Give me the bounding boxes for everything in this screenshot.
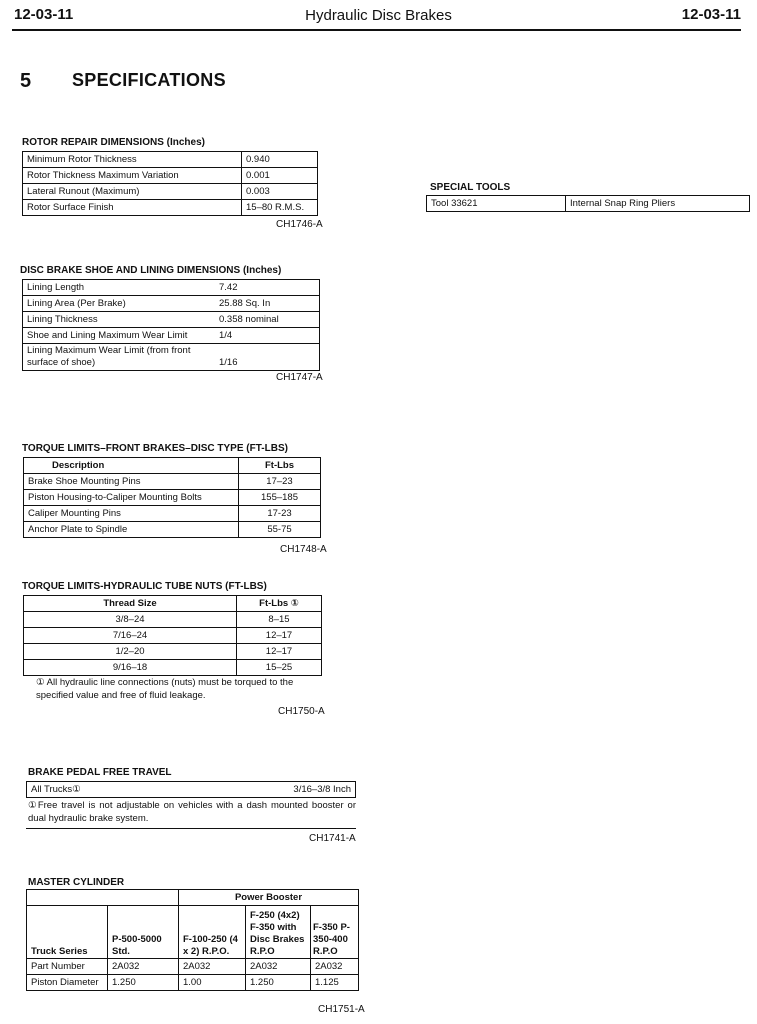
row-label: Piston Diameter <box>27 975 108 991</box>
special-tools-heading: SPECIAL TOOLS <box>430 182 511 193</box>
pedal-code: CH1741-A <box>309 833 356 844</box>
shoe-value: 7.42 <box>215 280 320 296</box>
table-header-row <box>24 596 322 612</box>
torque-tube-heading: TORQUE LIMITS-HYDRAULIC TUBE NUTS (FT-LBS) <box>22 581 267 592</box>
torque-front-table <box>23 457 321 538</box>
page-number-left: 12-03-11 <box>14 6 74 23</box>
shoe-heading: DISC BRAKE SHOE AND LINING DIMENSIONS (Inches) <box>20 265 282 276</box>
col-f-100-250: F-100-250 (4 x 2) R.P.O. <box>179 906 246 959</box>
torque-front-code: CH1748-A <box>280 544 327 555</box>
table-row <box>24 490 321 506</box>
rotor-value: 0.003 <box>242 184 318 200</box>
torque-value: 8–15 <box>237 612 322 628</box>
page-title: Hydraulic Disc Brakes <box>305 7 452 24</box>
table-row <box>23 328 320 344</box>
col-f-350-p-350-400: F-350 P-350-400 R.P.O <box>311 906 359 959</box>
torque-label: Caliper Mounting Pins <box>24 506 239 522</box>
torque-value: 17–23 <box>239 474 321 490</box>
table-row <box>23 344 320 371</box>
torque-label: Anchor Plate to Spindle <box>24 522 239 538</box>
cell-value: 2A032 <box>179 959 246 975</box>
cell-value: 1.250 <box>108 975 179 991</box>
rotor-label: Rotor Surface Finish <box>23 200 242 216</box>
shoe-value: 1/16 <box>215 344 320 371</box>
table-row <box>24 628 322 644</box>
table-row <box>24 644 322 660</box>
thread-size: 7/16–24 <box>24 628 237 644</box>
shoe-code: CH1747-A <box>276 372 323 383</box>
torque-value: 12–17 <box>237 628 322 644</box>
master-code: CH1751-A <box>318 1004 365 1015</box>
torque-value: 17-23 <box>239 506 321 522</box>
table-header-row <box>24 458 321 474</box>
shoe-label: Lining Area (Per Brake) <box>23 296 216 312</box>
col-ft-lbs: Ft-Lbs <box>239 458 321 474</box>
pedal-heading: BRAKE PEDAL FREE TRAVEL <box>28 767 172 778</box>
torque-label: Piston Housing-to-Caliper Mounting Bolts <box>24 490 239 506</box>
cell-value: 2A032 <box>311 959 359 975</box>
torque-tube-table <box>23 595 322 676</box>
table-row <box>24 522 321 538</box>
table-row <box>27 975 359 991</box>
col-description: Description <box>24 458 239 474</box>
table-row <box>24 506 321 522</box>
pedal-label: All Trucks① <box>27 782 181 798</box>
tool-number: Tool 33621 <box>427 196 566 212</box>
section-number: 5 <box>20 70 32 92</box>
col-p-500-5000: P-500-5000 Std. <box>108 906 179 959</box>
master-table <box>26 889 359 991</box>
header-blank <box>27 890 179 906</box>
table-row <box>24 612 322 628</box>
table-header-row <box>27 906 359 959</box>
shoe-label: Lining Length <box>23 280 216 296</box>
pedal-table <box>26 781 356 798</box>
shoe-value: 25.88 Sq. In <box>215 296 320 312</box>
torque-value: 155–185 <box>239 490 321 506</box>
col-ft-lbs: Ft-Lbs ① <box>237 596 322 612</box>
table-row <box>23 200 318 216</box>
table-row <box>23 184 318 200</box>
shoe-value: 0.358 nominal <box>215 312 320 328</box>
col-power-booster: Power Booster <box>179 890 359 906</box>
torque-value: 12–17 <box>237 644 322 660</box>
table-row <box>23 280 320 296</box>
note-rule <box>26 828 356 829</box>
torque-tube-note: ① All hydraulic line connections (nuts) must be torqued to the specified value and free of fluid leakage. <box>36 677 294 701</box>
col-thread-size: Thread Size <box>24 596 237 612</box>
rotor-heading: ROTOR REPAIR DIMENSIONS (Inches) <box>22 137 205 148</box>
table-row <box>23 312 320 328</box>
shoe-label: Lining Thickness <box>23 312 216 328</box>
page-number-right: 12-03-11 <box>681 6 741 23</box>
rotor-label: Rotor Thickness Maximum Variation <box>23 168 242 184</box>
table-row <box>27 782 356 798</box>
shoe-label: Shoe and Lining Maximum Wear Limit <box>23 328 216 344</box>
table-row <box>427 196 750 212</box>
thread-size: 9/16–18 <box>24 660 237 676</box>
torque-value: 15–25 <box>237 660 322 676</box>
rotor-label: Minimum Rotor Thickness <box>23 152 242 168</box>
rotor-table <box>22 151 318 216</box>
thread-size: 3/8–24 <box>24 612 237 628</box>
row-label: Part Number <box>27 959 108 975</box>
shoe-label: Lining Maximum Wear Limit (from front surface of shoe) <box>23 344 216 371</box>
header-rule <box>12 29 741 31</box>
section-title: SPECIFICATIONS <box>72 70 226 90</box>
special-tools-table <box>426 195 750 212</box>
shoe-table <box>22 279 320 371</box>
cell-value: 1.125 <box>311 975 359 991</box>
pedal-note: ①Free travel is not adjustable on vehicles with a dash mounted booster or dual hydraulic brake system. <box>28 800 356 824</box>
torque-value: 55-75 <box>239 522 321 538</box>
table-header-row <box>27 890 359 906</box>
rotor-value: 15–80 R.M.S. <box>242 200 318 216</box>
rotor-label: Lateral Runout (Maximum) <box>23 184 242 200</box>
tool-name: Internal Snap Ring Pliers <box>566 196 750 212</box>
col-truck-series: Truck Series <box>27 906 108 959</box>
rotor-code: CH1746-A <box>276 219 323 230</box>
table-row <box>23 296 320 312</box>
rotor-value: 0.001 <box>242 168 318 184</box>
cell-value: 1.250 <box>246 975 311 991</box>
cell-value: 2A032 <box>108 959 179 975</box>
col-f-250-f-350: F-250 (4x2) F-350 with Disc Brakes R.P.O <box>246 906 311 959</box>
cell-value: 2A032 <box>246 959 311 975</box>
torque-label: Brake Shoe Mounting Pins <box>24 474 239 490</box>
table-row <box>27 959 359 975</box>
pedal-value: 3/16–3/8 Inch <box>181 782 356 798</box>
table-row <box>23 168 318 184</box>
torque-front-heading: TORQUE LIMITS–FRONT BRAKES–DISC TYPE (FT-LBS) <box>22 443 288 454</box>
thread-size: 1/2–20 <box>24 644 237 660</box>
table-row <box>24 660 322 676</box>
cell-value: 1.00 <box>179 975 246 991</box>
master-heading: MASTER CYLINDER <box>28 877 125 888</box>
shoe-value: 1/4 <box>215 328 320 344</box>
torque-tube-code: CH1750-A <box>278 706 325 717</box>
table-row <box>24 474 321 490</box>
rotor-value: 0.940 <box>242 152 318 168</box>
table-row <box>23 152 318 168</box>
